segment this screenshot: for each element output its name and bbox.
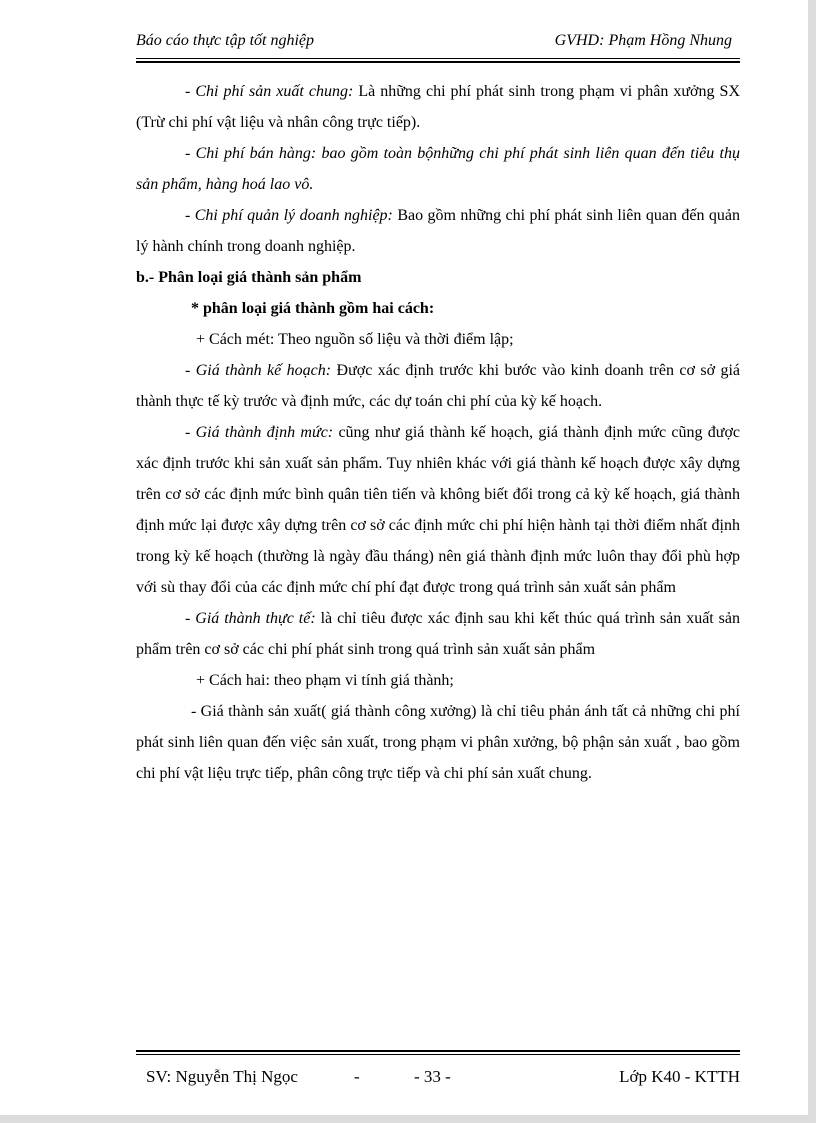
paragraph-actual-cost [136, 603, 740, 665]
header-rule-thick [136, 61, 740, 63]
paragraph-production-cost: - Giá thành sản xuất( giá thành công xưởng) là chỉ tiêu phản ánh tất cả những chi phí phát sinh liên quan đến việc sản xuất, trong phạm vi phân xưởng, bộ phận sản xuất , bao gồm chi phí vật liệu trực tiếp, phân công trực tiếp và chi phí sản xuất chung. [136, 703, 740, 782]
page-shadow-right [808, 0, 816, 1123]
paragraph-admin-costs [136, 200, 740, 262]
method-two: + Cách hai: theo phạm vi tính giá thành; [196, 672, 454, 689]
header-supervisor: GVHD: Phạm Hồng Nhung [554, 32, 732, 49]
footer-separator: - [354, 1067, 360, 1086]
page-number: - 33 - [414, 1067, 451, 1086]
section-heading-b: b.- Phân loại giá thành sản phẩm [136, 269, 362, 286]
term-planned-cost: - Giá thành kế hoạch: [185, 362, 332, 379]
page-shadow-bottom [0, 1115, 816, 1123]
page-header [136, 30, 740, 54]
paragraph-planned-cost [136, 355, 740, 417]
paragraph-selling-costs: - Chi phí bán hàng: bao gồm toàn bộnhững chi phí phát sinh liên quan đến tiêu thụ sản phẩm, hàng hoá lao vô. [136, 145, 740, 193]
page-footer [136, 1067, 740, 1095]
paragraph-text: Được xác định trước khi bước vào kinh doanh trên cơ sở giá thành thực tế kỳ trước và định mức, các dự toán chi phí của kỳ kế hoạch. [136, 362, 740, 410]
paragraph-general-production-costs [136, 76, 740, 138]
term-general-production-costs: - Chi phí sản xuất chung: [185, 83, 354, 100]
paragraph-text: Bao gồm những chi phí phát sinh liên quan đến quản lý hành chính trong doanh nghiệp. [136, 207, 741, 255]
footer-rule-thin [136, 1054, 740, 1055]
document-body [136, 76, 740, 789]
footer-class: Lớp K40 - KTTH [619, 1067, 740, 1086]
paragraph-standard-cost [136, 417, 740, 603]
term-standard-cost: - Giá thành định mức: [185, 424, 334, 441]
paragraph-text: Là những chi phí phát sinh trong phạm vi phân xưởng SX (Trừ chi phí vật liệu và nhân công trực tiếp). [136, 83, 740, 131]
paragraph-text: cũng như giá thành kế hoạch, giá thành định mức cũng được xác định trước khi sản xuất sản phẩm. Tuy nhiên khác với giá thành kế hoạch được xây dựng trên cơ sở các định mức bình quân tiên tiến và không biết đổi trong cả kỳ kế hoạch, giá thành định mức lại được xây dựng trên cơ sở các định mức chi phí hiện hành tại thời điểm nhất định trong kỳ kế hoạch (thường là ngày đầu tháng) nên giá thành định mức luôn thay đổi phù hợp với sù thay đổi của các định mức chí phí đạt được trong quá trình sản xuất sản phẩm [136, 424, 741, 596]
method-one: + Cách mét: Theo nguồn số liệu và thời điểm lập; [196, 331, 514, 348]
paragraph-text: là chỉ tiêu được xác định sau khi kết thúc quá trình sản xuất sản phẩm trên cơ sở các chi phí phát sinh trong quá trình sản xuất sản phẩm [136, 610, 741, 658]
term-admin-costs: - Chi phí quản lý doanh nghiệp: [185, 207, 393, 224]
term-actual-cost: - Giá thành thực tế: [185, 610, 316, 627]
footer-student-name: SV: Nguyễn Thị Ngọc [146, 1067, 298, 1086]
header-rule-thin [136, 58, 740, 59]
subheading-classification: * phân loại giá thành gồm hai cách: [191, 300, 435, 317]
header-report-title: Báo cáo thực tập tốt nghiệp [136, 32, 315, 49]
footer-rule-thick [136, 1050, 740, 1052]
